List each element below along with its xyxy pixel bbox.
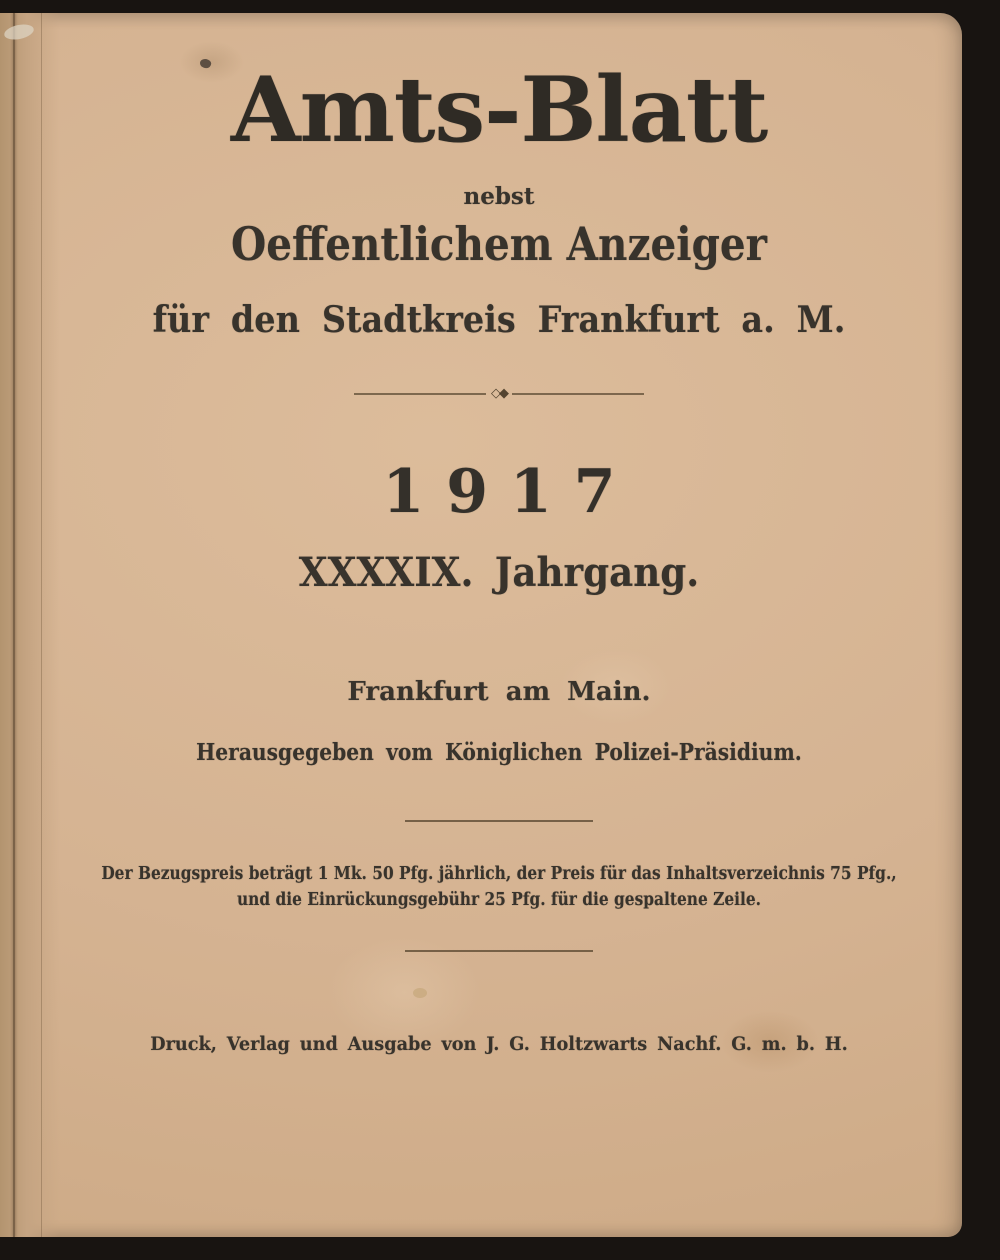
- pricing-paragraph: [92, 861, 907, 913]
- diamond-ornament-icon: ◇◆: [491, 386, 507, 401]
- volume-label: XXXXIX. Jahrgang.: [298, 549, 700, 596]
- connector-word: nebst: [463, 183, 535, 210]
- divider-rule-right: [512, 393, 644, 395]
- pricing-line-2: und die Einrückungsgebühr 25 Pfg. für die gespaltene Zeile.: [236, 890, 762, 910]
- year-label: 1917: [382, 457, 638, 527]
- subtitle-anzeiger: Oeffentlichem Anzeiger: [230, 217, 767, 271]
- masthead-title: Amts-Blatt: [230, 57, 768, 163]
- separator-rule-top: [405, 820, 593, 822]
- book-page: [0, 13, 962, 1237]
- ornament-divider: [36, 386, 962, 401]
- imprint-line: Druck, Verlag und Ausgabe von J. G. Holtzwarts Nachf. G. m. b. H.: [150, 1033, 848, 1055]
- separator-rule-bottom: [405, 950, 593, 952]
- place-label: Frankfurt am Main.: [347, 677, 651, 707]
- scope-line: für den Stadtkreis Frankfurt a. M.: [152, 299, 846, 341]
- title-page-content: [36, 13, 962, 1237]
- binding-crease: [13, 13, 15, 1237]
- pricing-line-1: Der Bezugspreis beträgt 1 Mk. 50 Pfg. jährlich, der Preis für das Inhaltsverzeichnis 75 Pfg.,: [101, 864, 897, 884]
- divider-rule-left: [354, 393, 486, 395]
- publisher-line: Herausgegeben vom Königlichen Polizei-Präsidium.: [196, 739, 802, 766]
